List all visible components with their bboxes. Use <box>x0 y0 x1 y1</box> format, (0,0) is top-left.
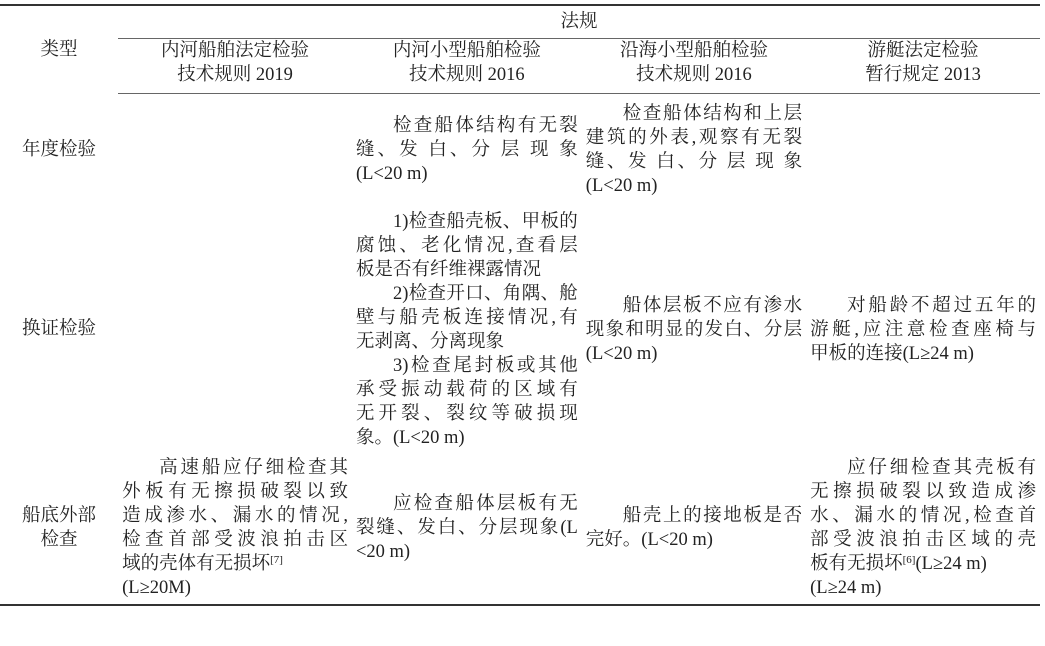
inspection-type-cell <box>0 94 118 207</box>
requirement-line <box>586 174 802 198</box>
requirement-line <box>586 318 802 342</box>
inspection-type-cell <box>0 206 118 452</box>
requirement-line <box>356 306 578 330</box>
requirement-line <box>356 492 578 516</box>
requirement-text: 板是否有纤维裸露情况 <box>355 260 541 280</box>
requirement-cell <box>582 206 806 452</box>
requirement-text: (L<20 m) <box>355 164 428 184</box>
regulation-comparison-table <box>0 4 1040 606</box>
requirement-line <box>586 294 802 318</box>
requirement-line <box>356 210 578 234</box>
requirement-text: 检查船体结构和上层 <box>622 104 803 124</box>
requirement-cell <box>118 94 352 207</box>
requirement-line <box>122 504 348 528</box>
inspection-type-label: 年度检验 <box>22 139 97 160</box>
inspection-type-label: 检查 <box>40 530 78 550</box>
requirement-text: 无剥离、分离现象 <box>355 332 504 352</box>
requirement-line <box>356 330 578 354</box>
requirement-text: 3)检查尾封板或其他 <box>392 356 578 376</box>
requirement-line <box>356 282 578 306</box>
requirement-line <box>810 576 1036 600</box>
requirement-text: 域的壳体有无损坏 <box>122 554 271 574</box>
requirement-cell <box>806 206 1040 452</box>
requirement-text: 甲板的连接(L≥24 m) <box>810 344 974 364</box>
requirement-text: 现象和明显的发白、分层 <box>585 320 803 340</box>
requirement-line <box>122 528 348 552</box>
requirement-text: 检查首部受波浪拍击区 <box>122 530 348 550</box>
requirement-text: (L≥24 m) <box>915 554 987 574</box>
requirement-line <box>810 294 1036 318</box>
requirement-text: 船体层板不应有渗水 <box>622 296 803 316</box>
requirement-line <box>810 528 1036 552</box>
requirement-cell <box>352 94 582 207</box>
requirement-text: 高速船应仔细检查其 <box>159 458 348 478</box>
requirement-cell <box>352 452 582 605</box>
requirement-line <box>810 318 1036 342</box>
type-column-header: 类型 <box>40 39 78 60</box>
requirement-text: 船壳上的接地板是否 <box>622 506 803 526</box>
requirement-text: (L<20 m) <box>585 344 658 364</box>
table-body <box>0 94 1040 606</box>
requirement-line <box>122 480 348 504</box>
regulation-header-line: 内河小型船舶检验 <box>392 41 541 61</box>
requirement-cell <box>582 452 806 605</box>
requirement-cell <box>352 206 582 452</box>
requirement-text: (L≥20M) <box>122 578 191 598</box>
requirement-line <box>356 354 578 378</box>
regulation-header-line: 技术规则 2016 <box>409 65 525 85</box>
requirement-text: 2)检查开口、角隅、舱 <box>392 284 578 304</box>
requirement-line <box>810 456 1036 480</box>
requirement-line <box>586 126 802 150</box>
requirement-line <box>810 342 1036 366</box>
requirement-line <box>586 528 802 552</box>
requirement-text: 裂缝、发白、分层现象(L <box>355 518 578 538</box>
regulation-header-line: 技术规则 2019 <box>177 65 293 85</box>
regulation-header-line: 游艇法定检验 <box>867 41 979 61</box>
regulation-header-line: 沿海小型船舶检验 <box>619 41 768 61</box>
requirement-line <box>356 426 578 450</box>
requirement-line <box>122 552 348 576</box>
requirement-line <box>356 234 578 258</box>
requirement-line <box>356 162 578 186</box>
regulation-group-header: 法规 <box>118 5 1040 39</box>
requirement-text: 板有无损坏 <box>810 554 903 574</box>
requirement-text: 无开裂、裂纹等破损现 <box>355 404 578 424</box>
requirement-text: 缝、发 白、分 层 现 象 <box>585 152 803 172</box>
regulation-header-4 <box>806 39 1040 94</box>
requirement-line <box>356 402 578 426</box>
requirement-text: 缝、发 白、分 层 现 象 <box>355 140 578 160</box>
requirement-text: 承受振动载荷的区域有 <box>355 380 578 400</box>
requirement-line <box>122 456 348 480</box>
requirement-line <box>586 150 802 174</box>
inspection-type-cell <box>0 452 118 605</box>
citation-reference: [7] <box>270 554 283 566</box>
requirement-text: 1)检查船壳板、甲板的 <box>392 212 578 232</box>
requirement-text: (L≥24 m) <box>810 578 882 598</box>
requirement-text: 部受波浪拍击区域的壳 <box>810 530 1036 550</box>
requirement-line <box>586 504 802 528</box>
regulation-header-line: 技术规则 2016 <box>636 65 752 85</box>
regulation-header-line: 暂行规定 2013 <box>865 65 981 85</box>
requirement-text: 建筑的外表,观察有无裂 <box>585 128 803 148</box>
requirement-line <box>356 114 578 138</box>
requirement-line <box>810 480 1036 504</box>
requirement-line <box>356 258 578 282</box>
requirement-text: 应检查船体层板有无 <box>392 494 578 514</box>
requirement-text: 无擦损破裂以致造成渗 <box>810 482 1036 502</box>
requirement-line <box>356 138 578 162</box>
requirement-text: 壁与船壳板连接情况,有 <box>355 308 578 328</box>
requirement-text: 造成渗水、漏水的情况, <box>122 506 348 526</box>
requirement-line <box>586 342 802 366</box>
regulation-header-1 <box>118 39 352 94</box>
table-row <box>0 94 1040 207</box>
requirement-line <box>356 516 578 540</box>
inspection-type-label: 船底外部 <box>22 506 97 526</box>
citation-reference: [6] <box>902 554 916 566</box>
regulation-header-line: 内河船舶法定检验 <box>161 41 310 61</box>
requirement-text: 应仔细检查其壳板有 <box>847 458 1036 478</box>
requirement-cell <box>806 452 1040 605</box>
requirement-text: 水、漏水的情况,检查首 <box>810 506 1036 526</box>
inspection-type-label: 换证检验 <box>22 319 97 339</box>
regulation-header-2 <box>352 39 582 94</box>
requirement-text: 腐蚀、老化情况,查看层 <box>355 236 578 256</box>
requirement-cell <box>806 94 1040 207</box>
requirement-text: (L<20 m) <box>585 176 658 196</box>
requirement-text: 象。(L<20 m) <box>355 428 465 448</box>
requirement-cell <box>582 94 806 207</box>
requirement-text: 检查船体结构有无裂 <box>392 116 578 136</box>
requirement-text: 游艇,应注意检查座椅与 <box>810 320 1036 340</box>
regulation-header-3 <box>582 39 806 94</box>
requirement-line <box>122 576 348 600</box>
requirement-line <box>810 504 1036 528</box>
requirement-line <box>356 540 578 564</box>
requirement-cell <box>118 452 352 605</box>
table-row <box>0 452 1040 605</box>
requirement-text: 对船龄不超过五年的 <box>847 296 1036 316</box>
requirement-line <box>586 102 802 126</box>
regulation-header-row <box>0 39 1040 94</box>
requirement-text: 完好。(L<20 m) <box>585 530 713 550</box>
requirement-text: 外板有无擦损破裂以致 <box>122 482 348 502</box>
requirement-cell <box>118 206 352 452</box>
requirement-line <box>356 378 578 402</box>
requirement-line <box>810 552 1036 576</box>
table-row <box>0 206 1040 452</box>
requirement-text: <20 m) <box>355 542 411 562</box>
